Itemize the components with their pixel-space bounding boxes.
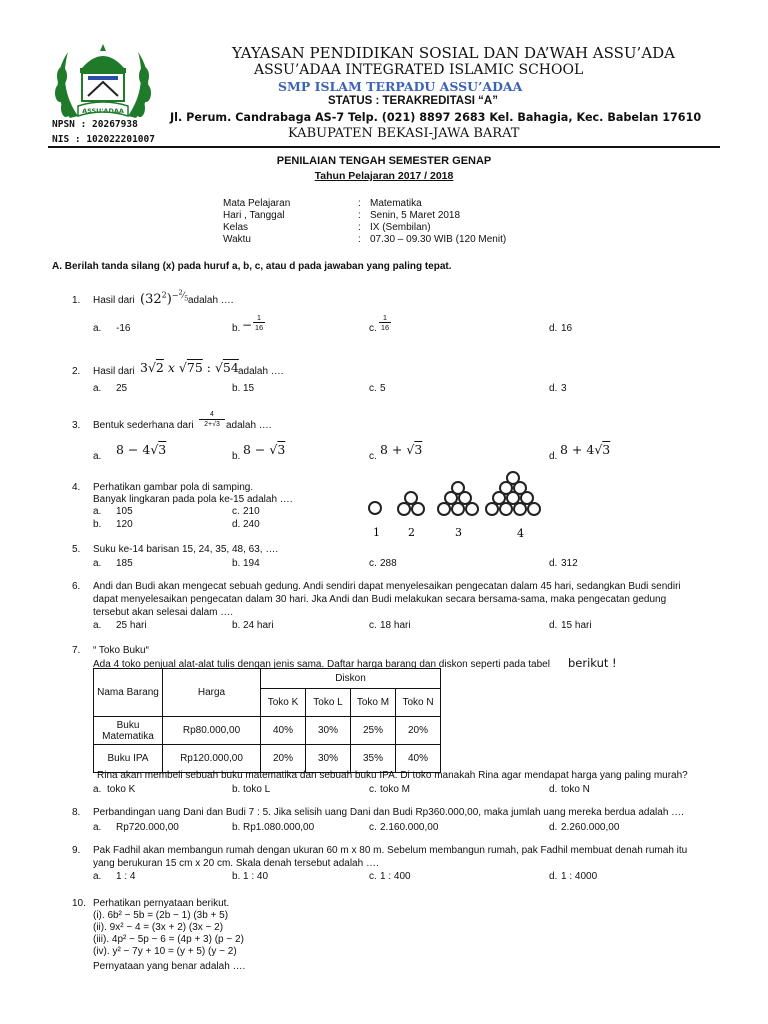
q1-a: -16 — [116, 323, 131, 334]
q4-a-label: a. — [93, 506, 102, 517]
exam-year: Tahun Pelajaran 2017 / 2018 — [314, 170, 454, 182]
q6-line1: Andi dan Budi akan mengecat sebuah gedung. Andi sendiri dapat menyelesaikan pengecatan dalam 45 hari, sedangkan Budi sendiri — [93, 581, 681, 592]
q7-line1: Ada 4 toko penjual alat-alat tulis dengan jenis sama. Daftar harga barang dan diskon seperti pada tabel — [93, 659, 550, 670]
th-store-k: Toko K — [261, 689, 306, 717]
th-discount: Diskon — [261, 669, 441, 689]
table-row: Buku IPA Rp120.000,00 20% 30% 35% 40% — [94, 745, 441, 773]
q9-number: 9. — [72, 845, 81, 856]
q5-d-label: d. — [549, 558, 558, 569]
q3-c: 8 + √3 — [380, 442, 423, 457]
q6-b-label: b. — [232, 620, 241, 631]
pattern-label-1: 1 — [373, 526, 380, 539]
q5-c-label: c. — [369, 558, 377, 569]
q1-d: 16 — [561, 323, 573, 334]
price-discount-table — [93, 668, 441, 773]
q8-number: 8. — [72, 807, 81, 818]
q6-number: 6. — [72, 581, 81, 592]
q3-a: 8 − 4√3 — [116, 442, 167, 457]
q1-b-fraction: 1 16 — [254, 313, 264, 332]
q9-line2: yang berukuran 15 cm x 20 cm. Skala denah tersebut adalah …. — [93, 858, 379, 869]
q10-statement-4: (iv). y² − 7y + 10 = (y + 5) (y − 2) — [93, 946, 237, 957]
q2-b-label: b. — [232, 383, 241, 394]
q5-number: 5. — [72, 544, 81, 555]
q6-b: 24 hari — [243, 620, 274, 631]
q10-statement-1: (i). 6b² − 5b = (2b − 1) (3b + 5) — [93, 910, 229, 921]
pattern-label-4: 4 — [517, 527, 524, 540]
q3-fraction: 4 2+√3 — [199, 410, 225, 429]
q6-a: 25 hari — [116, 620, 147, 631]
npsn: NPSN : 20267938 — [52, 119, 138, 130]
q7-title: “ Toko Buku“ — [93, 645, 149, 656]
q2-number: 2. — [72, 366, 81, 377]
school-logo — [48, 38, 158, 130]
q6-line3: tersebut akan selesai dalam …. — [93, 607, 234, 618]
q9-a-label: a. — [93, 871, 102, 882]
th-store-n: Toko N — [396, 689, 441, 717]
exam-title: PENILAIAN TENGAH SEMESTER GENAP — [276, 155, 492, 167]
q2-c-label: c. — [369, 383, 377, 394]
q4-c-label: c. — [232, 506, 240, 517]
q7-b-label: b. — [232, 784, 241, 795]
q9-b: 1 : 40 — [243, 871, 269, 882]
th-store-m: Toko M — [351, 689, 396, 717]
q7-c-label: c. — [369, 784, 377, 795]
q8-b-label: b. — [232, 822, 241, 833]
q5-text: Suku ke-14 barisan 15, 24, 35, 48, 63, …. — [93, 544, 279, 555]
q7-number: 7. — [72, 645, 81, 656]
q9-line1: Pak Fadhil akan membangun rumah dengan ukuran 60 m x 80 m. Sebelum membangun rumah, pak Fadhil membuat denah rumah itu — [93, 845, 688, 856]
q2-a: 25 — [116, 383, 128, 394]
pattern-label-3: 3 — [455, 526, 462, 539]
q8-d-label: d. — [549, 822, 558, 833]
q5-a: 185 — [116, 558, 133, 569]
q9-d: 1 : 4000 — [561, 871, 598, 882]
q7-b: toko L — [243, 784, 271, 795]
pattern-label-2: 2 — [408, 526, 415, 539]
q1-post: adalah …. — [188, 295, 234, 306]
q5-d: 312 — [561, 558, 578, 569]
q1-a-label: a. — [93, 323, 102, 334]
q1-c-label: c. — [369, 323, 377, 334]
q4-d: 240 — [243, 519, 260, 530]
q5-c: 288 — [380, 558, 397, 569]
q1-b-sign: − — [242, 318, 253, 332]
q7-a-label: a. — [93, 784, 102, 795]
q2-post: adalah …. — [238, 366, 284, 377]
q9-a: 1 : 4 — [116, 871, 136, 882]
foundation-name: YAYASAN PENDIDIKAN SOSIAL DAN DA’WAH ASSU’ADA — [232, 44, 676, 62]
school-name-en: ASSU’ADAA INTEGRATED ISLAMIC SCHOOL — [254, 62, 584, 78]
q5-b: 194 — [243, 558, 260, 569]
header-divider — [48, 146, 720, 148]
circle-pattern-figure — [360, 466, 560, 542]
q10-statement-2: (ii). 9x² − 4 = (3x + 2) (3x − 2) — [93, 922, 224, 933]
q3-a-label: a. — [93, 451, 102, 462]
q1-expression: $(32^2)^{-^2⁄_5}$ — [140, 288, 189, 307]
q8-a: Rp720.000,00 — [116, 822, 179, 833]
q6-line2: dapat menyelesaikan pengecatan dalam 30 hari. Jka Andi dan Budi melakukan secara bersama-sama, maka pengecatan gedung — [93, 594, 667, 605]
th-item: Nama Barang — [94, 669, 163, 717]
q3-pre: Bentuk sederhana dari — [93, 420, 194, 431]
q5-a-label: a. — [93, 558, 102, 569]
q3-post: adalah …. — [226, 420, 272, 431]
th-price: Harga — [163, 669, 261, 717]
q6-d-label: d. — [549, 620, 558, 631]
q7-line1-end: berikut ! — [568, 656, 617, 670]
q8-a-label: a. — [93, 822, 102, 833]
q1-b-label: b. — [232, 323, 241, 334]
q6-a-label: a. — [93, 620, 102, 631]
section-a-instruction: A. Berilah tanda silang (x) pada huruf a, b, c, atau d pada jawaban yang paling tepat. — [52, 261, 452, 272]
table-row: Buku Matematika Rp80.000,00 40% 30% 25% 20% — [94, 717, 441, 745]
school-address: Jl. Perum. Candrabaga AS-7 Telp. (021) 8897 2683 Kel. Bahagia, Kec. Babelan 17610 — [170, 111, 702, 124]
q9-b-label: b. — [232, 871, 241, 882]
q4-b-label: b. — [93, 519, 102, 530]
q6-c-label: c. — [369, 620, 377, 631]
q2-d: 3 — [561, 383, 567, 394]
q7-d-label: d. — [549, 784, 558, 795]
q1-number: 1. — [72, 295, 81, 306]
nis: NIS : 102022201007 — [52, 134, 155, 145]
q4-d-label: d. — [232, 519, 241, 530]
q8-b: Rp1.080.000,00 — [243, 822, 315, 833]
q7-a: toko K — [107, 784, 136, 795]
q1-pre: Hasil dari — [93, 295, 135, 306]
q8-c-label: c. — [369, 822, 377, 833]
q7-question: Rina akan membeli sebuah buku matematika dan sebuah buku IPA. Di toko manakah Rina agar mendapat harga yang paling murah? — [97, 770, 688, 781]
q9-c-label: c. — [369, 871, 377, 882]
q4-c: 210 — [243, 506, 260, 517]
q2-pre: Hasil dari — [93, 366, 135, 377]
q2-c: 5 — [380, 383, 386, 394]
school-name-id: SMP ISLAM TERPADU ASSU’ADAA — [278, 79, 523, 94]
logo-text: ASSU'ADAA — [82, 107, 124, 115]
q2-expression: 3√2 x √75 : √54 — [140, 360, 239, 375]
q1-d-label: d. — [549, 323, 558, 334]
q8-d: 2.260.000,00 — [561, 822, 620, 833]
accreditation-status: STATUS : TERAKREDITASI “A” — [328, 95, 498, 107]
q4-a: 105 — [116, 506, 133, 517]
q4-line2: Banyak lingkaran pada pola ke-15 adalah …. — [93, 494, 293, 505]
q10-question: Pernyataan yang benar adalah …. — [93, 961, 246, 972]
q10-intro: Perhatikan pernyataan berikut. — [93, 898, 230, 909]
q8-c: 2.160.000,00 — [380, 822, 439, 833]
th-store-l: Toko L — [306, 689, 351, 717]
q5-b-label: b. — [232, 558, 241, 569]
q9-c: 1 : 400 — [380, 871, 411, 882]
q8-text: Perbandingan uang Dani dan Budi 7 : 5. Jika selisih uang Dani dan Budi Rp360.000,00, maka jumlah uang mereka berdua adalah …. — [93, 807, 684, 818]
q7-c: toko M — [380, 784, 411, 795]
q3-d-label: d. — [549, 451, 558, 462]
q3-number: 3. — [72, 420, 81, 431]
q9-d-label: d. — [549, 871, 558, 882]
q3-b: 8 − √3 — [243, 442, 286, 457]
q2-b: 15 — [243, 383, 255, 394]
q7-d: toko N — [561, 784, 590, 795]
q1-c-fraction: 1 16 — [380, 313, 390, 332]
q4-b: 120 — [116, 519, 133, 530]
q2-d-label: d. — [549, 383, 558, 394]
q3-b-label: b. — [232, 451, 241, 462]
q4-number: 4. — [72, 482, 81, 493]
q3-d: 8 + 4√3 — [560, 442, 611, 457]
q2-a-label: a. — [93, 383, 102, 394]
q3-c-label: c. — [369, 451, 377, 462]
school-region: KABUPATEN BEKASI-JAWA BARAT — [288, 126, 520, 141]
q4-line1: Perhatikan gambar pola di samping. — [93, 482, 254, 493]
q10-statement-3: (iii). 4p² − 5p − 6 = (4p + 3) (p − 2) — [93, 934, 244, 945]
q10-number: 10. — [72, 898, 86, 909]
q6-c: 18 hari — [380, 620, 411, 631]
q6-d: 15 hari — [561, 620, 592, 631]
